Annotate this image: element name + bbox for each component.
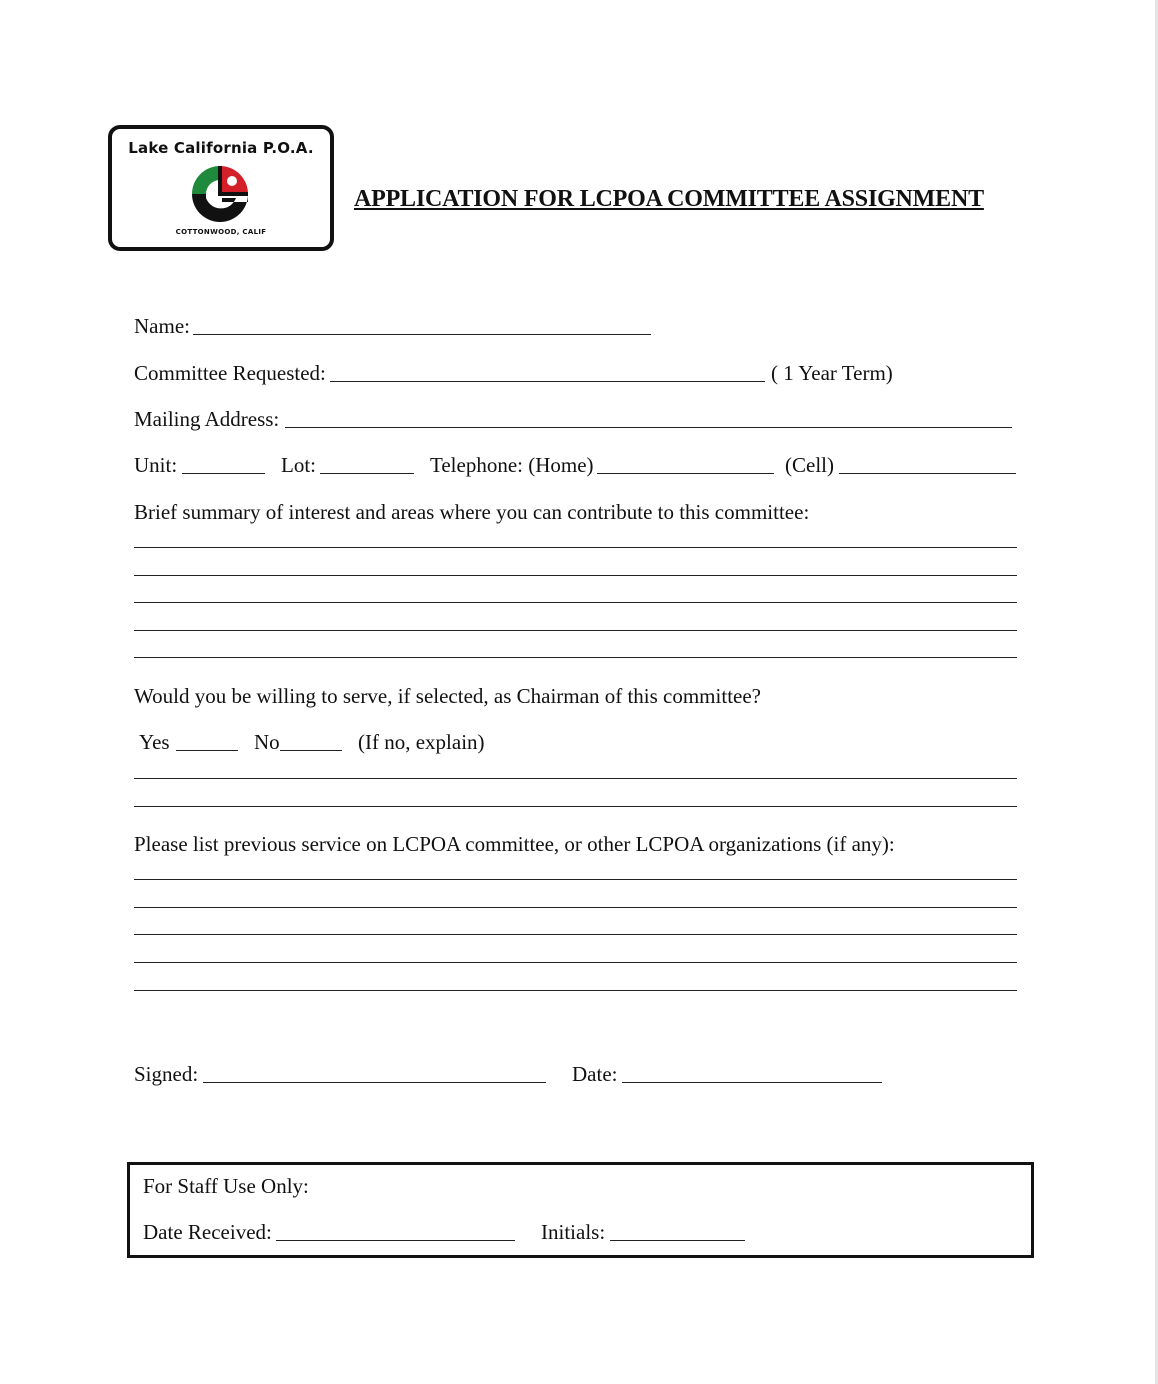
date-received-label: Date Received:	[143, 1220, 272, 1244]
staff-heading: For Staff Use Only:	[143, 1174, 309, 1198]
initials-field[interactable]	[610, 1240, 745, 1241]
previous-service-prompt: Please list previous service on LCPOA committee, or other LCPOA organizations (if any):	[134, 832, 895, 856]
chairman-prompt: Would you be willing to serve, if selected, as Chairman of this committee?	[134, 684, 761, 708]
term-note: ( 1 Year Term)	[771, 361, 893, 385]
name-label: Name:	[134, 314, 190, 338]
yes-field[interactable]	[176, 750, 238, 751]
committee-field[interactable]	[330, 381, 765, 382]
logo	[108, 125, 334, 251]
telephone-cell-label: (Cell)	[785, 453, 834, 477]
initials-label: Initials:	[541, 1220, 606, 1244]
lot-label: Lot:	[281, 453, 316, 477]
lot-field[interactable]	[320, 473, 414, 474]
summary-line[interactable]	[134, 547, 1017, 548]
unit-label: Unit:	[134, 453, 178, 477]
previous-service-line[interactable]	[134, 907, 1017, 908]
signature-field[interactable]	[203, 1082, 546, 1083]
explain-line[interactable]	[134, 806, 1017, 807]
no-field[interactable]	[280, 750, 342, 751]
logo-location: COTTONWOOD, CALIF	[175, 228, 267, 236]
address-label: Mailing Address:	[134, 407, 280, 431]
yes-label: Yes	[139, 730, 170, 754]
committee-label: Committee Requested:	[134, 361, 326, 385]
previous-service-line[interactable]	[134, 990, 1017, 991]
explain-note: (If no, explain)	[358, 730, 485, 754]
telephone-cell-field[interactable]	[839, 473, 1016, 474]
summary-line[interactable]	[134, 575, 1017, 576]
explain-line[interactable]	[134, 778, 1017, 779]
previous-service-line[interactable]	[134, 962, 1017, 963]
unit-field[interactable]	[182, 473, 265, 474]
address-field[interactable]	[285, 427, 1012, 428]
date-label: Date:	[572, 1062, 618, 1086]
summary-line[interactable]	[134, 602, 1017, 603]
no-label: No	[254, 730, 280, 754]
page-title: APPLICATION FOR LCPOA COMMITTEE ASSIGNMENT	[354, 186, 984, 212]
summary-line[interactable]	[134, 630, 1017, 631]
logo-emblem-icon	[188, 162, 252, 224]
summary-line[interactable]	[134, 657, 1017, 658]
logo-org-name: Lake California P.O.A.	[128, 139, 314, 157]
name-field[interactable]	[193, 334, 651, 335]
previous-service-line[interactable]	[134, 934, 1017, 935]
previous-service-line[interactable]	[134, 879, 1017, 880]
summary-prompt: Brief summary of interest and areas where you can contribute to this committee:	[134, 500, 810, 524]
signed-label: Signed:	[134, 1062, 199, 1086]
telephone-home-label: Telephone: (Home)	[430, 453, 594, 477]
telephone-home-field[interactable]	[597, 473, 774, 474]
date-field[interactable]	[622, 1082, 882, 1083]
date-received-field[interactable]	[276, 1240, 515, 1241]
